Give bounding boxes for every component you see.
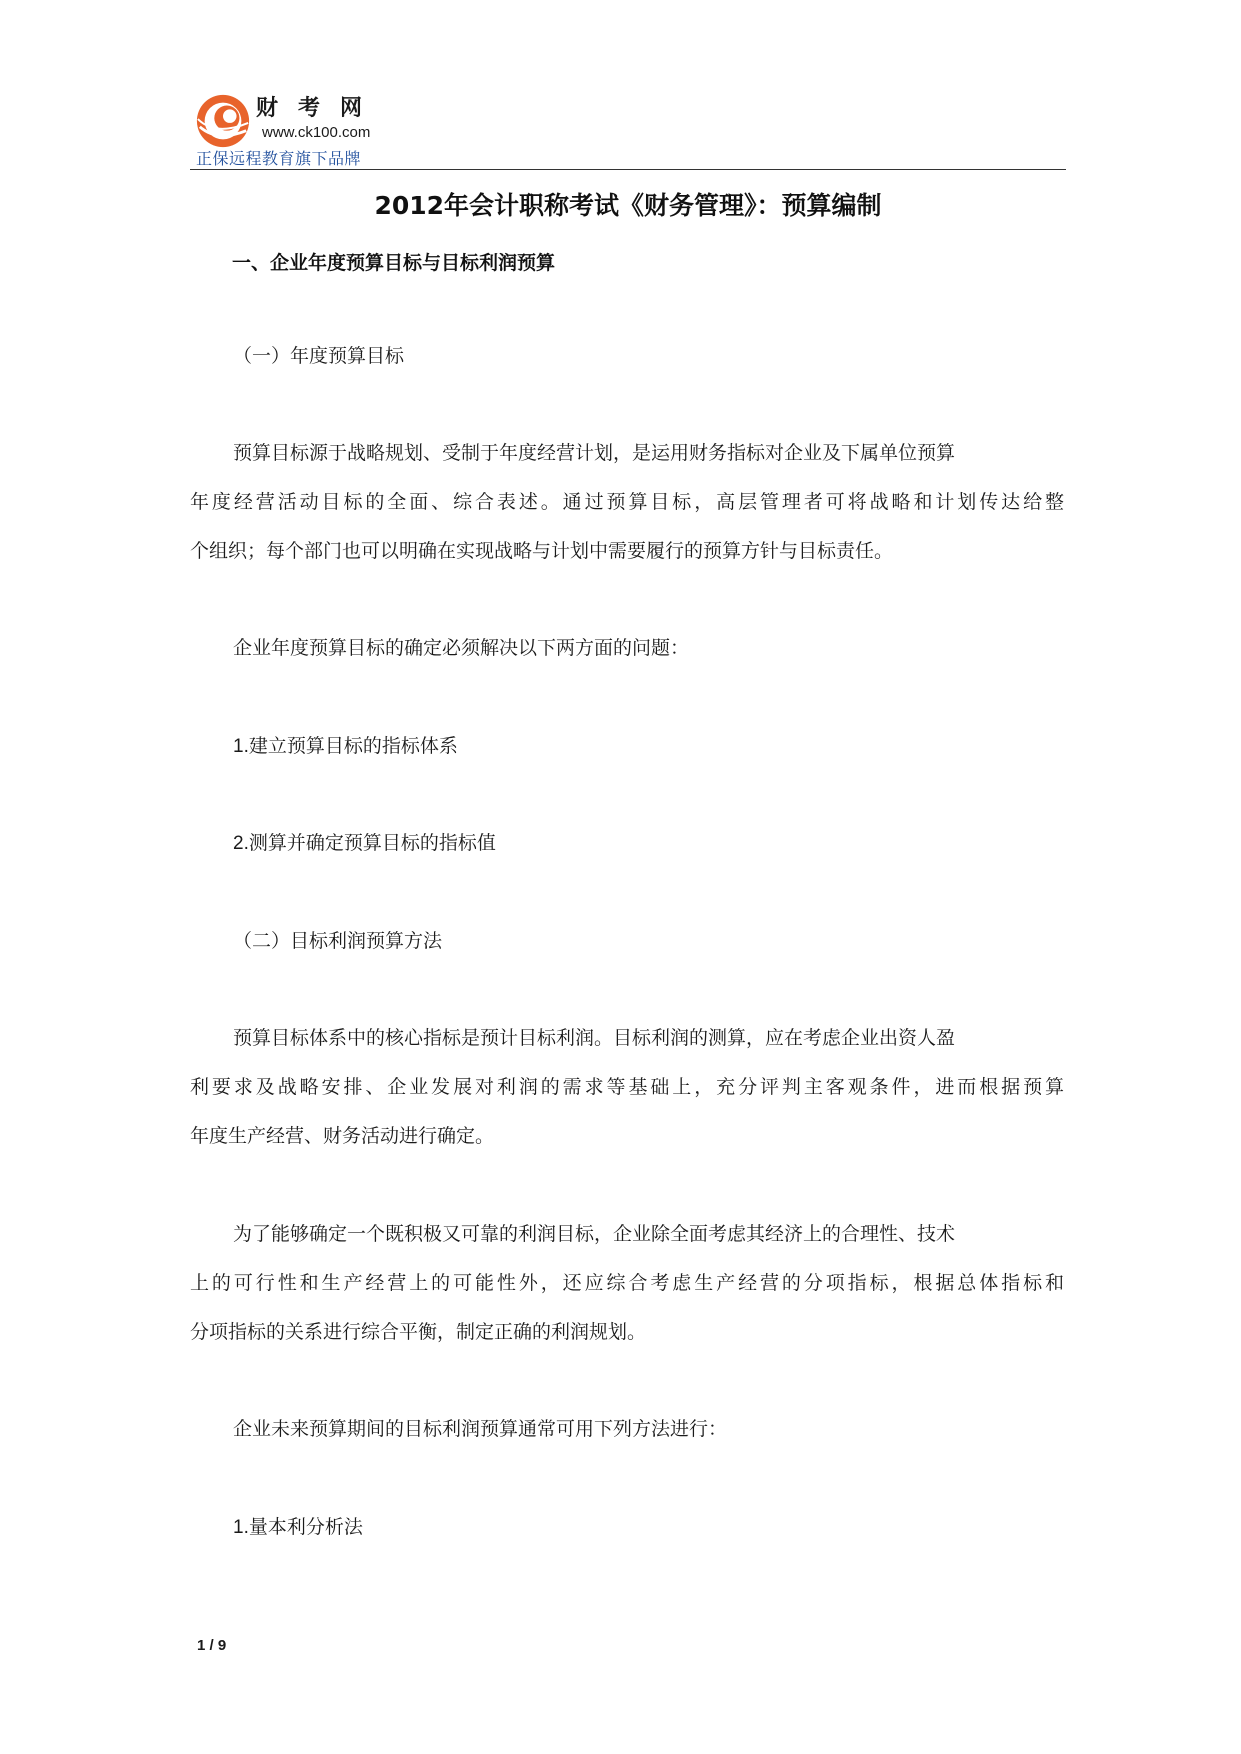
paragraph-3-line-3: 年度生产经营、财务活动进行确定。 — [190, 1125, 495, 1147]
list-item-text: 测算并确定预算目标的指标值 — [248, 832, 496, 854]
paragraph-4-line-3: 分项指标的关系进行综合平衡，制定正确的利润规划。 — [190, 1321, 647, 1343]
list-item-text: 建立预算目标的指标体系 — [248, 735, 458, 757]
section-heading: 一、企业年度预算目标与目标利润预算 — [232, 252, 556, 274]
list-item — [190, 819, 1109, 868]
page-number: 1 / 9 — [197, 1637, 227, 1654]
paragraph-1-line-1: 预算目标源于战略规划、受制于年度经营计划，是运用财务指标对企业及下属单位预算 — [233, 442, 956, 464]
paragraph-4-line-2: 上的可行性和生产经营上的可能性外，还应综合考虑生产经营的分项指标，根据总体指标和 — [190, 1272, 1064, 1294]
list-item-text: 量本利分析法 — [248, 1516, 363, 1538]
logo-site-url: www.ck100.com — [262, 124, 371, 141]
paragraph-1-line-2: 年度经营活动目标的全面、综合表述。通过预算目标，高层管理者可将战略和计划传达给整 — [190, 491, 1064, 513]
paragraph-2: 企业年度预算目标的确定必须解决以下两方面的问题： — [233, 637, 690, 659]
ck100-logo-icon — [194, 92, 252, 150]
document-title: 2012年会计职称考试《财务管理》：预算编制 — [374, 191, 882, 220]
paragraph-5: 企业未来预算期间的目标利润预算通常可用下列方法进行： — [233, 1418, 728, 1440]
list-item — [190, 722, 1109, 771]
list-item — [190, 1503, 1109, 1552]
document-header — [190, 86, 1066, 170]
paragraph-3-line-2: 利要求及战略安排、企业发展对利润的需求等基础上，充分评判主客观条件，进而根据预算 — [190, 1076, 1064, 1098]
paragraph-3-line-1: 预算目标体系中的核心指标是预计目标利润。目标利润的测算，应在考虑企业出资人盈 — [233, 1027, 956, 1049]
paragraph-1-line-3: 个组织；每个部门也可以明确在实现战略与计划中需要履行的预算方针与目标责任。 — [190, 540, 894, 562]
list-item-number: 1. — [233, 1517, 249, 1538]
logo-site-name: 财考网 — [256, 96, 383, 121]
paragraph-4-line-1: 为了能够确定一个既积极又可靠的利润目标，企业除全面考虑其经济上的合理性、技术 — [233, 1223, 956, 1245]
subsection-heading-1: （一）年度预算目标 — [233, 345, 405, 367]
logo-slogan: 正保远程教育旗下品牌 — [196, 149, 362, 168]
header-divider — [190, 169, 1066, 170]
list-item-number: 2. — [233, 833, 249, 854]
list-item-number: 1. — [233, 736, 249, 757]
subsection-heading-2: （二）目标利润预算方法 — [233, 930, 443, 952]
